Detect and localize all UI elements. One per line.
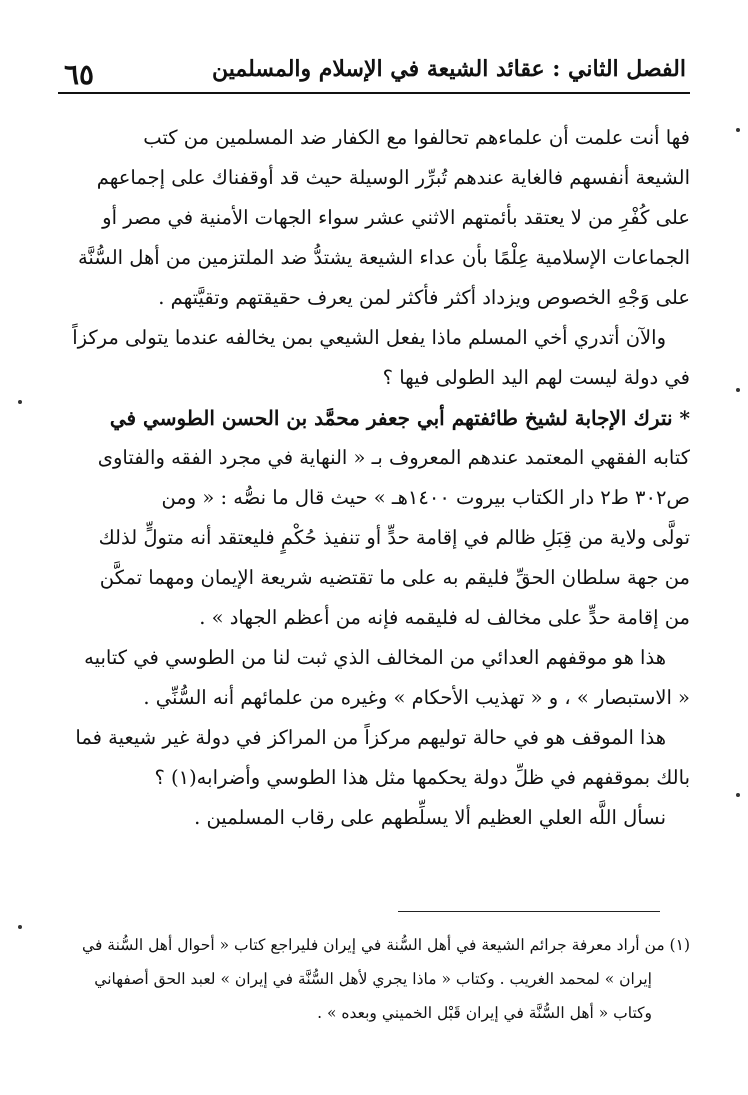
scan-speck <box>18 925 22 929</box>
text-line: ص٣٠٢ ط٢ دار الكتاب بيروت ١٤٠٠هـ » حيث قال ما نصُّه : « ومن <box>161 486 690 509</box>
text-line: نسأل اللَّه العلي العظيم ألا يسلِّطهم على رقاب المسلمين . <box>194 806 666 829</box>
scan-speck <box>736 128 740 132</box>
footnotes <box>58 928 690 1030</box>
text-line: في دولة ليست لهم اليد الطولى فيها ؟ <box>382 366 690 389</box>
text-line: الجماعات الإسلامية عِلْمًا بأن عداء الشيعة يشتدُّ ضد الملتزمين من أهل السُّنَّة <box>77 246 690 269</box>
footnote-line: وكتاب « أهل السُّنَّة في إيران قَبْل الخميني وبعده » . <box>317 1004 652 1022</box>
page-header <box>58 52 690 102</box>
page-number: ٦٥ <box>64 58 95 91</box>
text-line: كتابه الفقهي المعتمد عندهم المعروف بـ « النهاية في مجرد الفقه والفتاوى <box>97 446 690 469</box>
text-line: بالك بموقفهم في ظلِّ دولة يحكمها مثل هذا الطوسي وأضرابه(١) ؟ <box>154 766 690 789</box>
text-line: الشيعة أنفسهم فالغاية عندهم تُبرِّر الوسيلة حيث قد أوقفناك على إجماعهم <box>96 166 690 189</box>
body-text <box>58 118 690 838</box>
running-title: الفصل الثاني : عقائد الشيعة في الإسلام والمسلمين <box>211 56 686 82</box>
text-line: هذا هو موقفهم العدائي من المخالف الذي ثبت لنا من الطوسي في كتابيه <box>84 646 666 669</box>
scan-speck <box>18 400 22 404</box>
footnote-line: (١) من أراد معرفة جرائم الشيعة في أهل السُّنة في إيران فليراجع كتاب « أحوال أهل السُّنة في <box>82 936 690 954</box>
text-line: والآن أتدري أخي المسلم ماذا يفعل الشيعي بمن يخالفه عندما يتولى مركزاً <box>72 326 666 349</box>
text-line: تولَّى ولاية من قِبَلِ ظالم في إقامة حدٍّ أو تنفيذ حُكْمٍ فليعتقد أنه متولٍّ لذلك <box>98 526 690 549</box>
text-line: على كُفْرِ من لا يعتقد بأئمتهم الاثني عشر سواء الجهات الأمنية في مصر أو <box>102 206 690 229</box>
text-line: على وَجْهِ الخصوص ويزداد أكثر فأكثر لمن يعرف حقيقتهم وتقيَّتهم . <box>158 286 690 309</box>
text-line-bold: * نترك الإجابة لشيخ طائفتهم أبي جعفر محمَّد بن الحسن الطوسي في <box>109 406 690 430</box>
text-line: من جهة سلطان الحقِّ فليقم به على ما تقتضيه شريعة الإيمان ومهما تمكَّن <box>99 566 690 589</box>
footnote-line: إيران » لمحمد الغريب . وكتاب « ماذا يجري لأهل السُّنَّة في إيران » لعبد الحق أصفهاني <box>94 970 652 988</box>
text-line: هذا الموقف هو في حالة توليهم مركزاً من المراكز في دولة غير شيعية فما <box>75 726 666 749</box>
footnote-separator <box>398 911 660 912</box>
text-line: من إقامة حدٍّ على مخالف له فليقمه فإنه من أعظم الجهاد » . <box>199 606 690 629</box>
text-line: فها أنت علمت أن علماءهم تحالفوا مع الكفار ضد المسلمين من كتب <box>143 126 690 149</box>
header-rule <box>58 92 690 94</box>
scan-speck <box>736 388 740 392</box>
text-line: « الاستبصار » ، و « تهذيب الأحكام » وغيره من علمائهم أنه السُّنِّي . <box>143 686 690 709</box>
scan-speck <box>736 793 740 797</box>
